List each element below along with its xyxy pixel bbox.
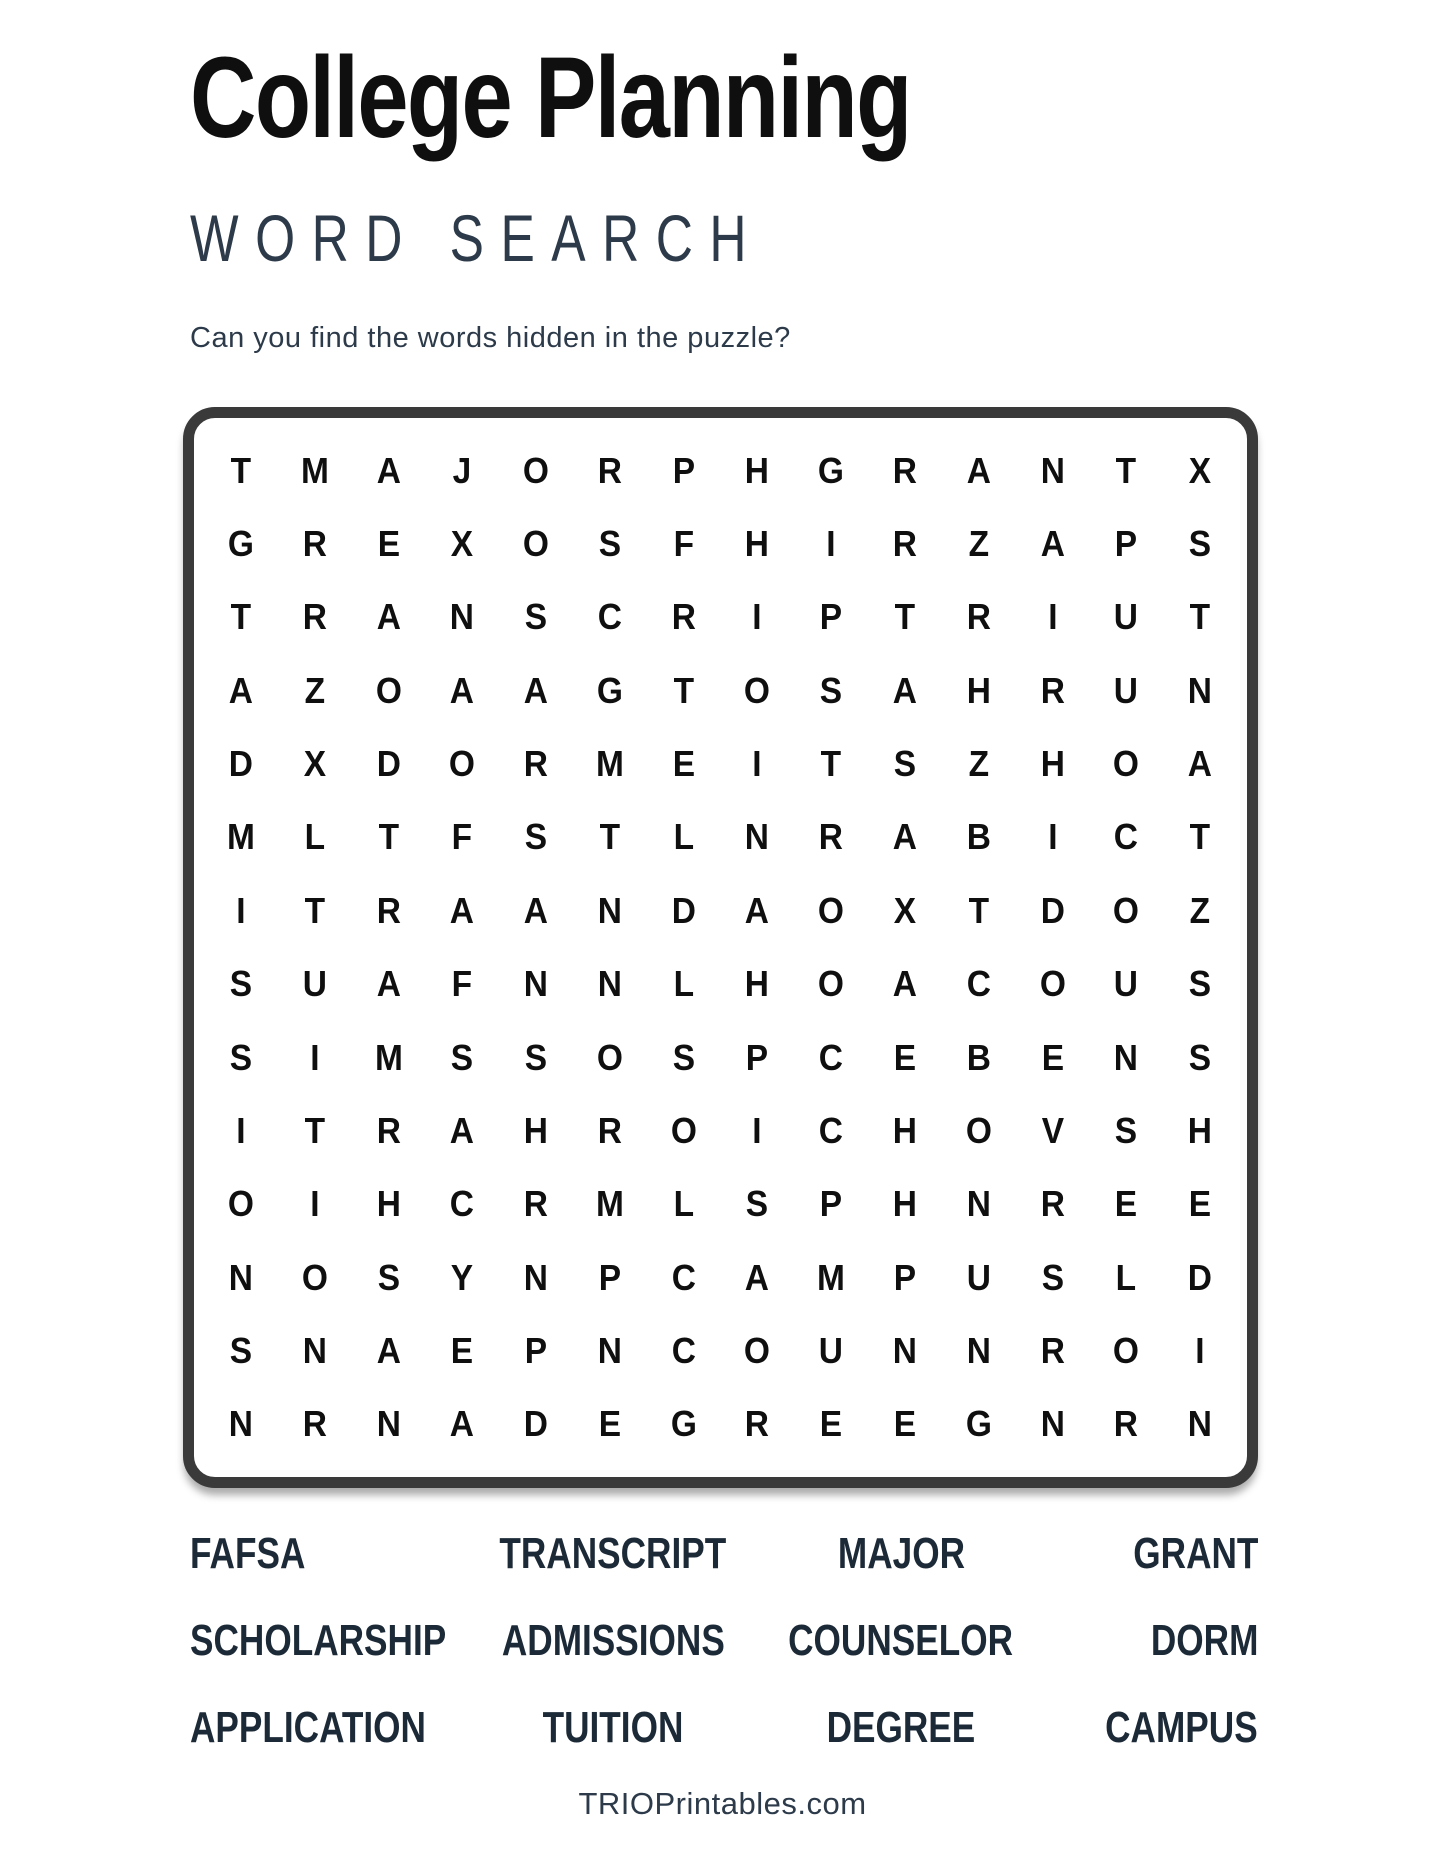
grid-cell-r9c11: B [966,1036,991,1078]
grid-cell-r11c11: N [966,1183,991,1225]
grid-cell-r3c4: N [450,596,475,638]
grid-cell-r1c14: X [1188,449,1212,491]
word-item-admissions: ADMISSIONS [501,1616,725,1665]
grid-cell-r10c12: V [1041,1109,1064,1151]
grid-cell-r4c6: G [596,669,623,711]
grid-cell-r1c10: R [892,449,918,491]
grid-cell-r10c11: O [965,1109,992,1151]
word-list [190,1529,1258,1752]
grid-cell-r4c7: T [673,669,694,711]
grid-cell-r8c14: S [1188,963,1212,1005]
grid-cell-r14c1: N [228,1403,253,1445]
grid-cell-r11c13: E [1115,1183,1138,1225]
grid-cell-r7c10: X [893,889,917,931]
grid-cell-r14c13: R [1114,1403,1139,1445]
grid-cell-r8c13: U [1114,963,1139,1005]
grid-cell-r12c1: N [228,1256,253,1298]
grid-cell-r13c13: O [1113,1329,1140,1371]
grid-cell-r5c4: O [449,743,476,785]
grid-cell-r10c2: T [304,1109,325,1151]
grid-cell-r2c5: O [522,523,550,565]
grid-cell-r9c5: S [524,1036,548,1078]
grid-cell-r11c14: E [1188,1183,1212,1225]
grid-cell-r11c10: H [892,1183,918,1225]
word-item-fafsa: FAFSA [190,1529,306,1578]
grid-cell-r13c7: C [671,1329,696,1371]
grid-cell-r11c12: R [1040,1183,1065,1225]
grid-cell-r1c13: T [1116,449,1137,491]
grid-cell-r7c1: I [236,889,246,931]
grid-cell-r13c12: R [1040,1329,1065,1371]
grid-cell-r9c12: E [1041,1036,1064,1078]
grid-cell-r11c7: L [673,1183,694,1225]
grid-cell-r7c11: T [968,889,989,931]
grid-cell-r6c7: L [673,816,694,858]
grid-cell-r2c12: A [1040,523,1065,565]
grid-cell-r9c1: S [229,1036,253,1078]
grid-cell-r2c6: S [598,523,621,565]
grid-cell-r12c6: P [598,1256,621,1298]
grid-cell-r2c13: P [1115,523,1138,565]
grid-cell-r12c12: S [1041,1256,1064,1298]
grid-cell-r1c8: H [745,449,770,491]
grid-cell-r5c12: H [1040,743,1065,785]
word-item-campus: CAMPUS [1105,1703,1258,1752]
grid-cell-r10c10: H [892,1109,918,1151]
grid-cell-r11c9: P [819,1183,843,1225]
grid-cell-r8c5: N [523,963,549,1005]
grid-cell-r14c5: D [523,1403,549,1445]
grid-cell-r7c14: Z [1189,889,1211,931]
puzzle-grid-box [183,407,1258,1488]
grid-cell-r7c13: O [1113,889,1140,931]
puzzle-prompt: Can you find the words hidden in the puzzle? [190,322,791,354]
grid-cell-r6c8: N [745,816,770,858]
grid-cell-r11c1: O [227,1183,254,1225]
grid-cell-r2c7: F [673,523,694,565]
grid-cell-r4c10: A [892,669,918,711]
grid-cell-r8c8: H [745,963,770,1005]
grid-cell-r1c2: M [300,449,329,491]
grid-cell-r6c6: T [599,816,621,858]
grid-cell-r14c14: N [1188,1403,1213,1445]
grid-cell-r4c3: O [375,669,402,711]
grid-cell-r3c7: R [671,596,696,638]
grid-cell-r11c4: C [450,1183,475,1225]
grid-cell-r7c2: T [304,889,325,931]
grid-cell-r6c13: C [1114,816,1139,858]
grid-cell-r2c2: R [302,523,327,565]
grid-cell-r9c8: P [746,1036,769,1078]
grid-cell-r1c11: A [966,449,991,491]
grid-cell-r13c1: S [229,1329,253,1371]
grid-cell-r11c3: H [376,1183,401,1225]
grid-cell-r11c8: S [746,1183,769,1225]
grid-cell-r2c11: Z [968,523,989,565]
grid-cell-r3c8: I [752,596,763,638]
grid-cell-r2c4: X [451,523,474,565]
grid-cell-r14c10: E [893,1403,917,1445]
grid-cell-r1c6: R [597,449,622,491]
grid-cell-r10c7: O [670,1109,697,1151]
grid-cell-r1c7: P [672,449,695,491]
grid-cell-r3c6: C [597,596,622,638]
grid-cell-r3c13: U [1114,596,1139,638]
grid-cell-r13c14: I [1195,1329,1205,1371]
word-item-tuition: TUITION [542,1703,684,1752]
grid-cell-r3c10: T [894,596,916,638]
grid-cell-r12c8: A [745,1256,770,1298]
grid-cell-r14c3: N [376,1403,401,1445]
word-item-scholarship: SCHOLARSHIP [190,1616,447,1665]
grid-cell-r3c9: P [819,596,843,638]
grid-cell-r12c14: D [1188,1256,1213,1298]
grid-cell-r5c1: D [228,743,253,785]
grid-cell-r10c8: I [752,1109,763,1151]
grid-cell-r4c11: H [966,669,991,711]
grid-cell-r4c8: O [744,669,771,711]
grid-cell-r13c5: P [524,1329,548,1371]
word-item-counselor: COUNSELOR [788,1616,1014,1665]
grid-cell-r8c7: L [673,963,694,1005]
grid-cell-r5c2: X [303,743,326,785]
grid-cell-r3c2: R [302,596,327,638]
grid-cell-r5c7: E [672,743,695,785]
grid-cell-r12c11: U [966,1256,991,1298]
grid-cell-r12c4: Y [451,1256,474,1298]
word-item-degree: DEGREE [826,1703,976,1752]
grid-cell-r13c11: N [966,1329,991,1371]
grid-cell-r13c3: A [376,1329,401,1371]
grid-cell-r4c14: N [1188,669,1213,711]
grid-cell-r11c6: M [595,1183,624,1225]
grid-cell-r1c5: O [522,449,550,491]
grid-cell-r10c4: A [450,1109,475,1151]
page-subtitle: WORD SEARCH [190,201,764,275]
grid-cell-r4c13: U [1114,669,1139,711]
grid-cell-r12c13: L [1116,1256,1137,1298]
grid-cell-r10c6: R [597,1109,622,1151]
grid-cell-r4c9: S [819,669,843,711]
grid-cell-r10c5: H [523,1109,549,1151]
grid-cell-r6c12: I [1047,816,1058,858]
grid-cell-r4c4: A [450,669,475,711]
grid-cell-r8c2: U [302,963,327,1005]
grid-cell-r14c4: A [450,1403,475,1445]
grid-cell-r6c3: T [378,816,399,858]
grid-cell-r14c6: E [598,1403,621,1445]
grid-cell-r9c3: M [374,1036,403,1078]
grid-cell-r9c4: S [451,1036,474,1078]
grid-cell-r11c2: I [310,1183,320,1225]
grid-cell-r7c3: R [376,889,401,931]
grid-cell-r6c5: S [524,816,548,858]
grid-cell-r5c13: O [1113,743,1140,785]
grid-cell-r4c1: A [228,669,253,711]
grid-cell-r6c10: A [892,816,918,858]
grid-cell-r3c11: R [966,596,991,638]
grid-cell-r2c3: E [377,523,400,565]
grid-cell-r12c7: C [671,1256,696,1298]
grid-cell-r5c6: M [595,743,624,785]
puzzle-grid [194,418,1247,1477]
grid-cell-r3c12: I [1047,596,1058,638]
grid-cell-r3c5: S [524,596,548,638]
grid-cell-r13c2: N [302,1329,327,1371]
grid-cell-r7c12: D [1040,889,1065,931]
grid-cell-r9c10: E [893,1036,917,1078]
grid-cell-r5c10: S [893,743,917,785]
footer-credit: TRIOPrintables.com [578,1786,867,1821]
grid-cell-r10c1: I [236,1109,246,1151]
grid-cell-r8c12: O [1039,963,1066,1005]
grid-cell-r7c7: D [671,889,696,931]
grid-cell-r6c11: B [966,816,991,858]
grid-cell-r1c12: N [1040,449,1065,491]
grid-cell-r5c11: Z [968,743,989,785]
grid-cell-r10c13: S [1115,1109,1138,1151]
grid-cell-r3c3: A [376,596,401,638]
grid-cell-r2c8: H [745,523,770,565]
grid-cell-r1c1: T [230,449,252,491]
word-item-dorm: DORM [1150,1616,1258,1665]
grid-cell-r8c11: C [966,963,991,1005]
grid-cell-r4c12: R [1040,669,1065,711]
grid-cell-r7c5: A [523,889,549,931]
grid-cell-r5c8: I [752,743,763,785]
grid-cell-r6c9: R [819,816,844,858]
word-item-transcript: TRANSCRIPT [499,1529,727,1578]
grid-cell-r13c9: U [819,1329,844,1371]
grid-cell-r13c6: N [597,1329,622,1371]
grid-cell-r8c9: O [818,963,845,1005]
grid-cell-r8c3: A [376,963,401,1005]
grid-cell-r9c13: N [1114,1036,1139,1078]
grid-cell-r8c6: N [597,963,622,1005]
grid-cell-r3c14: T [1189,596,1211,638]
grid-cell-r2c14: S [1188,523,1212,565]
grid-cell-r6c2: L [304,816,325,858]
grid-cell-r4c2: Z [304,669,325,711]
grid-cell-r9c6: O [596,1036,623,1078]
grid-cell-r8c10: A [892,963,918,1005]
grid-cell-r2c1: G [227,523,254,565]
word-item-grant: GRANT [1132,1529,1258,1578]
grid-cell-r9c7: S [672,1036,695,1078]
grid-cell-r14c2: R [302,1403,327,1445]
grid-cell-r5c3: D [376,743,401,785]
grid-cell-r7c9: O [818,889,845,931]
grid-cell-r13c8: O [744,1329,771,1371]
grid-cell-r13c4: E [451,1329,474,1371]
grid-cell-r8c1: S [229,963,253,1005]
grid-cell-r9c14: S [1188,1036,1212,1078]
grid-cell-r12c5: N [523,1256,549,1298]
grid-cell-r6c4: F [452,816,473,858]
word-item-major: MAJOR [837,1529,965,1578]
grid-cell-r14c11: G [965,1403,992,1445]
grid-cell-r3c1: T [230,596,252,638]
word-item-application: APPLICATION [190,1703,426,1752]
page-title: College Planning [190,34,911,162]
grid-cell-r8c4: F [452,963,473,1005]
grid-cell-r14c12: N [1040,1403,1065,1445]
grid-cell-r7c4: A [450,889,475,931]
grid-cell-r2c9: I [826,523,836,565]
grid-cell-r14c7: G [670,1403,697,1445]
grid-cell-r1c3: A [376,449,401,491]
grid-cell-r5c5: R [523,743,549,785]
grid-cell-r10c3: R [376,1109,401,1151]
grid-cell-r12c3: S [377,1256,400,1298]
grid-cell-r14c9: E [819,1403,843,1445]
grid-cell-r10c9: C [819,1109,844,1151]
grid-cell-r7c8: A [745,889,770,931]
grid-cell-r4c5: A [523,669,549,711]
grid-cell-r2c10: R [892,523,918,565]
grid-cell-r9c2: I [310,1036,320,1078]
grid-cell-r5c14: A [1188,743,1213,785]
grid-cell-r5c9: T [820,743,842,785]
grid-cell-r12c10: P [893,1256,917,1298]
grid-cell-r1c9: G [818,449,845,491]
grid-cell-r7c6: N [597,889,622,931]
grid-cell-r13c10: N [892,1329,918,1371]
grid-cell-r11c5: R [523,1183,549,1225]
grid-cell-r12c9: M [817,1256,846,1298]
grid-cell-r9c9: C [819,1036,844,1078]
grid-cell-r6c14: T [1189,816,1211,858]
grid-cell-r6c1: M [226,816,255,858]
grid-cell-r10c14: H [1188,1109,1213,1151]
grid-cell-r1c4: J [452,449,472,491]
grid-cell-r12c2: O [301,1256,328,1298]
grid-cell-r14c8: R [745,1403,770,1445]
